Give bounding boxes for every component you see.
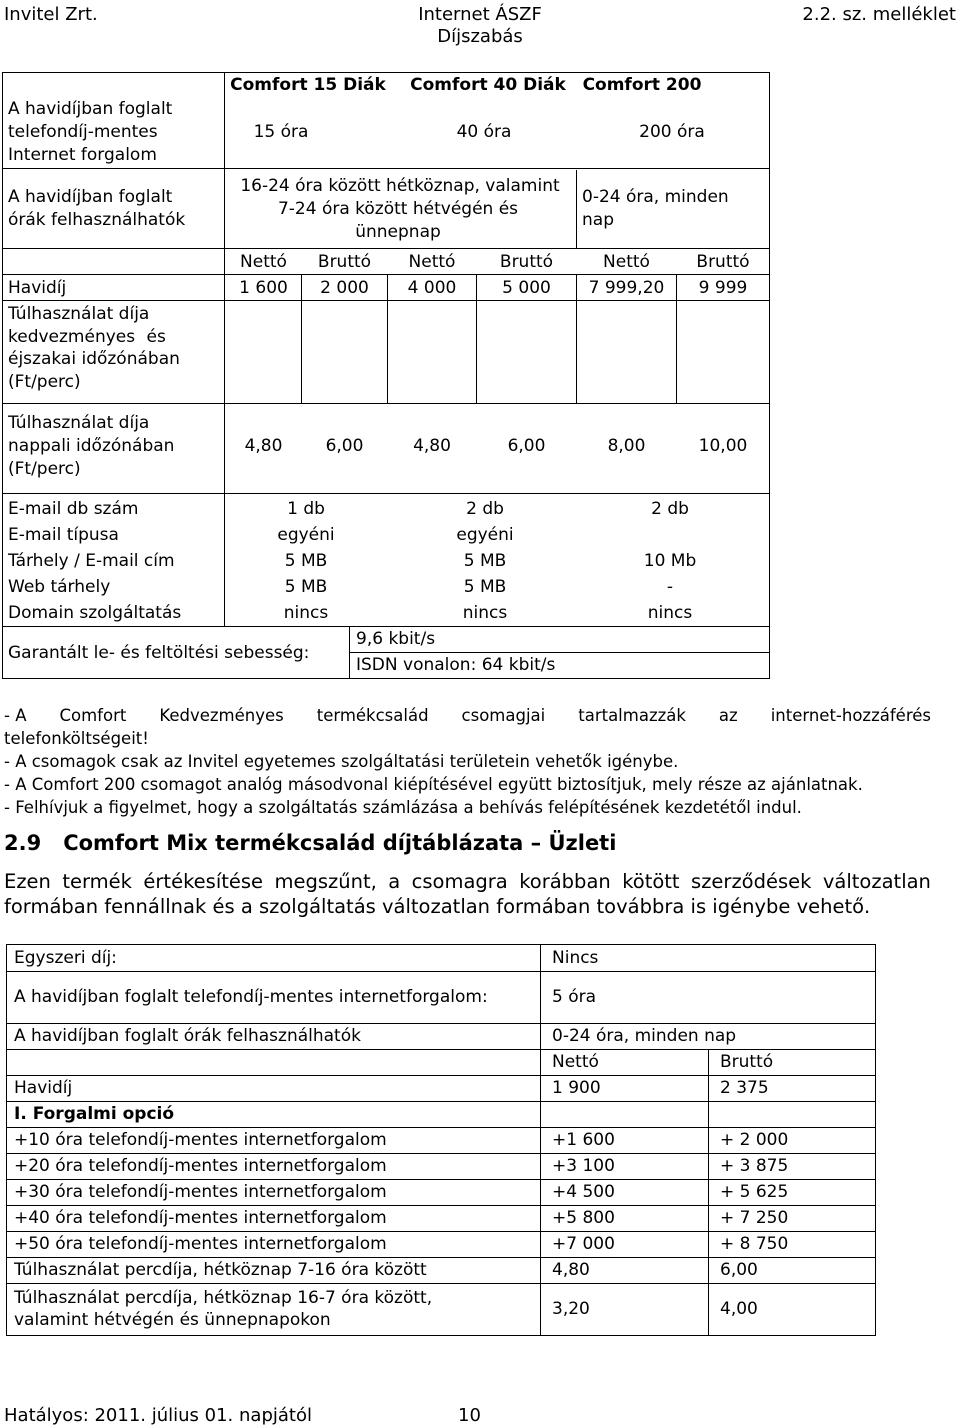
cell-value: nincs: [462, 603, 508, 623]
row-label: Domain szolgáltatás: [8, 603, 182, 623]
cell-value: 5 MB: [463, 551, 507, 571]
cell-value: 4,80: [244, 436, 283, 456]
para-word: szerződések: [691, 870, 812, 893]
cell-value: +4 500: [552, 1182, 615, 1202]
cell-value: egyéni: [277, 525, 335, 545]
row-label: Egyszeri díj:: [14, 948, 117, 968]
cell-value: 2 db: [466, 499, 504, 519]
row-label: valamint hétvégén és ünnepnapokon: [14, 1310, 331, 1330]
cell-value: Nincs: [552, 948, 599, 968]
row-label: +30 óra telefondíj-mentes internetforgalom: [14, 1182, 387, 1202]
row-label: órák felhasználhatók: [8, 210, 186, 230]
cell-value: +1 600: [552, 1130, 615, 1150]
row-label: A havidíjban foglalt: [8, 99, 173, 119]
cell-value: + 5 625: [720, 1182, 789, 1202]
row-label: +50 óra telefondíj-mentes internetforgalom: [14, 1234, 387, 1254]
note-word: az: [718, 706, 738, 725]
cell-value: 6,00: [507, 436, 546, 456]
page-number: 10: [458, 1405, 481, 1426]
cell-value: 1 900: [552, 1078, 601, 1098]
note-word: Kedvezményes: [159, 706, 284, 725]
row-label: +40 óra telefondíj-mentes internetforgalom: [14, 1208, 387, 1228]
plan-header: Comfort 200: [582, 75, 702, 95]
note-line: [4, 705, 931, 727]
note-word: internet-hozzáférés: [770, 706, 931, 725]
plan-header: Comfort 40 Diák: [410, 75, 566, 95]
header-annex: 2.2. sz. melléklet: [802, 4, 956, 25]
para-word: változatlan: [822, 870, 931, 893]
net-header: Nettó: [603, 252, 650, 272]
note-line: - A Comfort 200 csomagot analóg másodvonal kiépítésével együtt biztosítjuk, mely része az ajánlatnak.: [4, 775, 863, 794]
gross-header: Bruttó: [317, 252, 372, 272]
row-label: (Ft/perc): [8, 372, 81, 392]
section-paragraph-line: formában fennállnak és a szolgáltatás változatlan formában továbbra is igénybe vehető.: [4, 895, 871, 918]
cell-value: +7 000: [552, 1234, 615, 1254]
row-label: (Ft/perc): [8, 459, 81, 479]
cell-value: 3,20: [552, 1299, 590, 1319]
net-header: Nettó: [552, 1052, 599, 1072]
cell-value: 9 999: [698, 278, 748, 298]
cell-value: nincs: [283, 603, 329, 623]
cell-value: 10,00: [698, 436, 748, 456]
para-word: a: [388, 870, 401, 893]
gross-header: Bruttó: [499, 252, 554, 272]
cell-value: egyéni: [456, 525, 514, 545]
cell-value: + 2 000: [720, 1130, 789, 1150]
net-header: Nettó: [240, 252, 287, 272]
section-paragraph-line: [4, 870, 931, 894]
row-label: Havidíj: [14, 1078, 73, 1098]
cell-value: 6,00: [325, 436, 364, 456]
note-word: termékcsalád: [316, 706, 429, 725]
cell-value: + 3 875: [720, 1156, 789, 1176]
cell-value: -: [666, 577, 674, 597]
row-label: A havidíjban foglalt órák felhasználhatók: [14, 1026, 361, 1046]
note-word: - A: [4, 706, 27, 725]
cell-value: 7 999,20: [588, 278, 665, 298]
cell-value: 2 375: [720, 1078, 769, 1098]
para-word: termék: [62, 870, 132, 893]
cell-value: 200 óra: [639, 122, 705, 142]
gross-header: Bruttó: [696, 252, 750, 272]
header-doc-title: Internet ÁSZF: [418, 4, 542, 25]
gross-header: Bruttó: [720, 1052, 774, 1072]
cell-value: 2 000: [320, 278, 369, 298]
cell-value: 0-24 óra, minden: [582, 187, 729, 207]
cell-value: 4 000: [407, 278, 457, 298]
cell-value: 1 db: [287, 499, 325, 519]
row-label: Havidíj: [8, 278, 67, 298]
para-word: korábban: [519, 870, 611, 893]
cell-value: +3 100: [552, 1156, 615, 1176]
row-label: telefondíj-mentes: [8, 122, 158, 142]
cell-value: 5 MB: [284, 577, 328, 597]
cell-value: 15 óra: [253, 122, 309, 142]
cell-value: 4,80: [413, 436, 451, 456]
row-label: éjszakai időzónában: [8, 349, 180, 369]
note-word: Comfort: [59, 706, 127, 725]
row-label: E-mail típusa: [8, 525, 119, 545]
cell-value: 5 000: [502, 278, 551, 298]
cell-value: nap: [582, 210, 614, 230]
cell-value: 16-24 óra között hétköznap, valamint: [240, 176, 560, 196]
cell-value: +5 800: [552, 1208, 615, 1228]
row-label: A havidíjban foglalt: [8, 187, 173, 207]
row-label: kedvezményes és: [8, 327, 166, 347]
row-label: Tárhely / E-mail cím: [8, 551, 175, 571]
note-word: csomagjai: [461, 706, 546, 725]
net-header: Nettó: [408, 252, 456, 272]
cell-value: 5 MB: [463, 577, 507, 597]
note-line: - Felhívjuk a figyelmet, hogy a szolgáltatás számlázása a behívás felépítésének kezdetétől indul.: [4, 798, 802, 817]
cell-value: 4,00: [720, 1299, 758, 1319]
row-label: nappali időzónában: [8, 436, 175, 456]
section-number: 2.9: [4, 831, 42, 855]
cell-value: 6,00: [720, 1260, 758, 1280]
cell-value: 5 MB: [284, 551, 328, 571]
cell-value: 40 óra: [456, 122, 512, 142]
cell-value: 0-24 óra, minden nap: [552, 1026, 737, 1046]
para-word: megszűnt,: [274, 870, 377, 893]
section-title: Comfort Mix termékcsalád díjtáblázata – Üzleti: [63, 831, 617, 855]
cell-value: 5 óra: [552, 987, 597, 1007]
row-label: Túlhasználat díja: [8, 304, 150, 324]
header-company: Invitel Zrt.: [4, 4, 98, 25]
cell-value: nincs: [647, 603, 693, 623]
cell-value: 7-24 óra között hétvégén és: [277, 199, 519, 219]
note-line: - A csomagok csak az Invitel egyetemes szolgáltatási területein vehetők igénybe.: [4, 752, 679, 771]
row-label: +20 óra telefondíj-mentes internetforgalom: [14, 1156, 387, 1176]
cell-value: + 7 250: [720, 1208, 789, 1228]
row-label: +10 óra telefondíj-mentes internetforgalom: [14, 1130, 387, 1150]
plan-header: Comfort 15 Diák: [230, 75, 386, 95]
row-label: E-mail db szám: [8, 499, 139, 519]
cell-value: + 8 750: [720, 1234, 789, 1254]
cell-value: ünnepnap: [355, 222, 441, 242]
section-heading: [4, 830, 616, 856]
option-heading: I. Forgalmi opció: [14, 1104, 175, 1124]
cell-value: 10 Mb: [643, 551, 697, 571]
cell-value: ISDN vonalon: 64 kbit/s: [356, 655, 556, 675]
row-label: Túlhasználat percdíja, hétköznap 16-7 óra között,: [14, 1288, 433, 1308]
cell-value: 9,6 kbit/s: [356, 629, 436, 649]
cell-value: 8,00: [607, 436, 646, 456]
row-label: Web tárhely: [8, 577, 111, 597]
para-word: Ezen: [4, 870, 51, 893]
row-label: Garantált le- és feltöltési sebesség:: [8, 643, 310, 663]
row-label: Internet forgalom: [8, 145, 157, 165]
note-word: tartalmazzák: [578, 706, 686, 725]
header-doc-subtitle: Díjszabás: [437, 26, 523, 47]
para-word: csomagra: [411, 870, 508, 893]
cell-value: 2 db: [651, 499, 689, 519]
row-label: Túlhasználat díja: [8, 413, 150, 433]
cell-value: 4,80: [552, 1260, 590, 1280]
row-label: Túlhasználat percdíja, hétköznap 7-16 óra között: [14, 1260, 427, 1280]
row-label: A havidíjban foglalt telefondíj-mentes internetforgalom:: [14, 987, 488, 1007]
para-word: értékesítése: [143, 870, 264, 893]
footer-effective-date: Hatályos: 2011. július 01. napjától: [4, 1405, 312, 1426]
cell-value: 1 600: [239, 278, 288, 298]
para-word: kötött: [622, 870, 680, 893]
note-line: telefonköltségeit!: [4, 729, 149, 748]
